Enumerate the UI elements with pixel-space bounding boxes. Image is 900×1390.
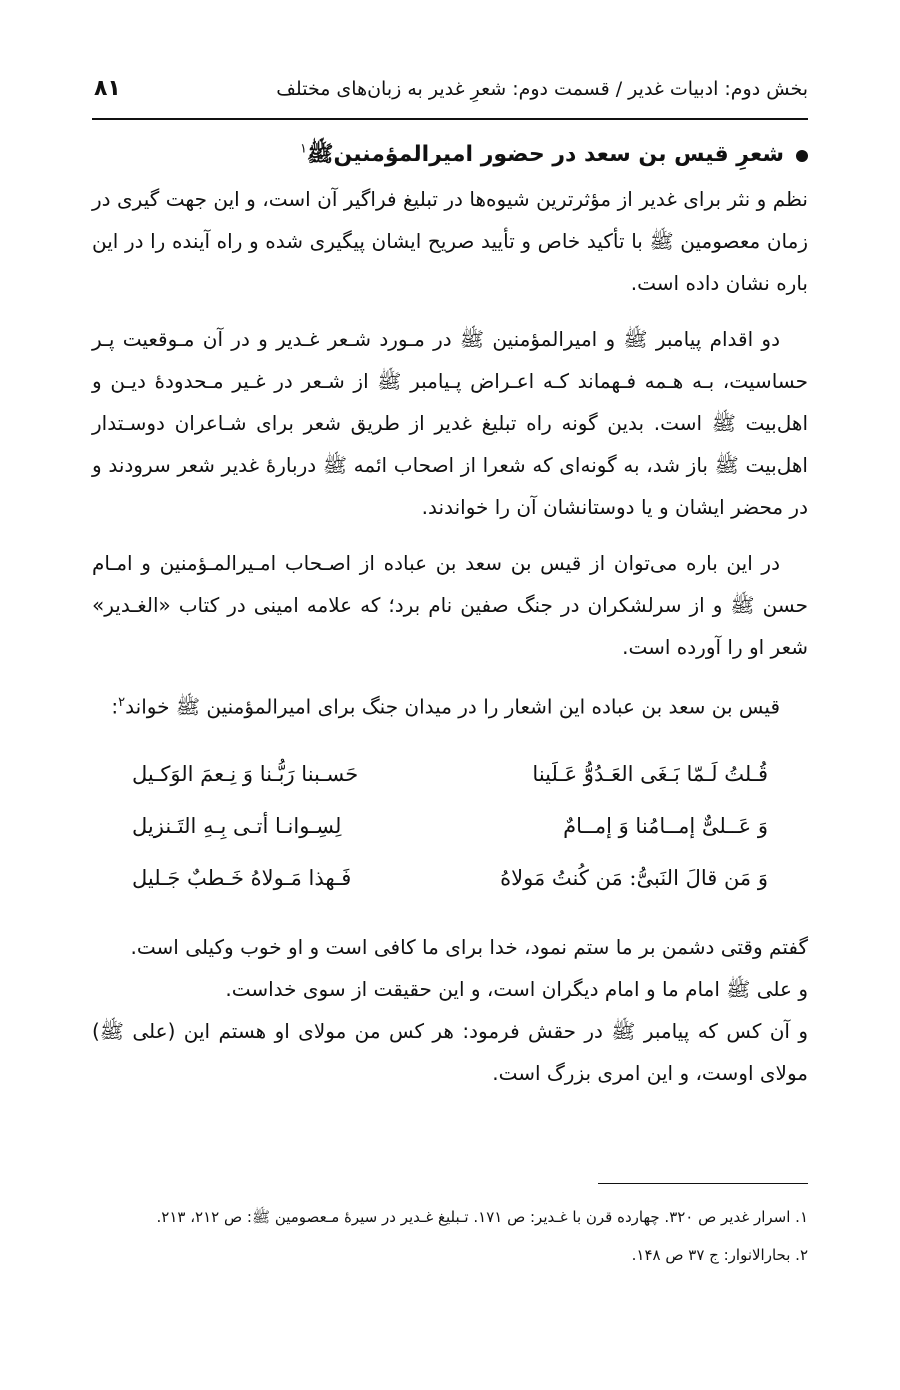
section-heading xyxy=(92,140,808,172)
footnotes xyxy=(92,1200,808,1276)
hemistich-first: وَ مَن قالَ النَبیُّ: مَن کُنتُ مَولاهُ xyxy=(500,865,768,890)
honorific-glyph: ﷺ xyxy=(306,142,334,167)
footnote-divider xyxy=(598,1183,808,1184)
hemistich-second: حَسـبنا رَبُّـنا وَ نِـعمَ الوَکـیل xyxy=(132,761,359,786)
footnote-1: ۱. اسرار غدیر ص ۳۲۰. چهارده قرن با غـدیر: ص ۱۷۱. تـبلیغ غـدیر در سیرهٔ مـعصومین ﷺ: ص ۲۱۲، ۲۱۳. xyxy=(156,1208,808,1226)
translation-line: گفتم وقتی دشمن بر ما ستم نمود، خدا برای ما کافی است و او خوب وکیلی است. xyxy=(130,934,808,959)
running-title: بخش دوم: ادبیات غدیر / قسمت دوم: شعرِ غدیر به زبان‌های مختلف xyxy=(276,78,808,100)
footnote-ref-1: ۱ xyxy=(299,141,307,157)
poem-verse xyxy=(132,800,768,852)
page-body xyxy=(92,140,808,1094)
translation-line: و علی ﷺ امام ما و امام دیگران است، و این حقیقت از سوی خداست. xyxy=(225,976,808,1001)
poem-intro-text: قیس بن سعد بن عباده این اشعار را در میدان جنگ برای امیرالمؤمنین ﷺ خواند xyxy=(125,694,780,719)
poem-verse xyxy=(132,748,768,800)
footnote-2: ۲. بحارالانوار: ج ۳۷ ص ۱۴۸. xyxy=(631,1246,808,1264)
hemistich-first: وَ عَــلیٌّ إمــامُنا وَ إمــامٌ xyxy=(563,813,768,838)
poem xyxy=(132,748,768,904)
page-header xyxy=(92,66,808,120)
poem-verse xyxy=(132,852,768,904)
hemistich-second: فَـهذا مَـولاهُ خَـطبٌ جَـلیل xyxy=(132,865,352,890)
translation-line: و آن کس که پیامبر ﷺ در حقش فرمود: هر کس من مولای او هستم این (علی ﷺ) مولای اوست، و این امری بزرگ است. xyxy=(92,1018,808,1085)
hemistich-first: قُـلتُ لَـمّا بَـغَی العَـدُوُّ عَـلَینا xyxy=(532,761,768,786)
page-number: ۸۱ xyxy=(94,76,121,101)
hemistich-second: لِسِـوانـا أتـی بِـهِ التَـنزیل xyxy=(132,813,342,838)
paragraph-1: نظم و نثر برای غدیر از مؤثرترین شیوه‌ها در تبلیغ فراگیر آن است، و این جهت گیری در زمان معصومین ﷺ با تأکید خاص و تأیید صریح ایشان پیگیری شده و راه آینده را در این باره نشان داده است. xyxy=(92,187,808,295)
paragraph-3: در این باره می‌توان از قیس بن سعد بن عباده از اصـحاب امـیرالمـؤمنین و امـام حسن ﷺ و از سرلشکران در جنگ صفین نام برد؛ که علامه امینی در کتاب «الغـدیر» شعر او را آورده است. xyxy=(92,551,808,659)
poem-intro: قیس بن سعد بن عباده این اشعار را در میدان جنگ برای امیرالمؤمنین ﷺ خواند$^۲$: xyxy=(111,694,780,719)
bullet-icon xyxy=(796,150,808,162)
paragraph-2: دو اقدام پیامبر ﷺ و امیرالمؤمنین ﷺ در مـورد شـعر غـدیر و در آن مـوقعیت پـر حساسیت، بـه هـمه فـهماند کـه اعـراض پـیامبر ﷺ از شـعر در غـیر مـحدودهٔ دیـن و اهل‌بیت ﷺ است. بدین گونه راه تبلیغ غدیر از طریق شعر برای شـاعران دوسـتدار اهل‌بیت ﷺ باز شد، به گونه‌ای که شعرا از اصحاب ائمه ﷺ دربارهٔ غدیر شعر سرودند و در محضر ایشان و یا دوستانشان آن را خواندند. xyxy=(92,327,808,519)
footnote-ref-2: ۲ xyxy=(118,695,126,710)
section-title: شعرِ قیس بن سعد در حضور امیرالمؤمنین xyxy=(333,142,784,167)
